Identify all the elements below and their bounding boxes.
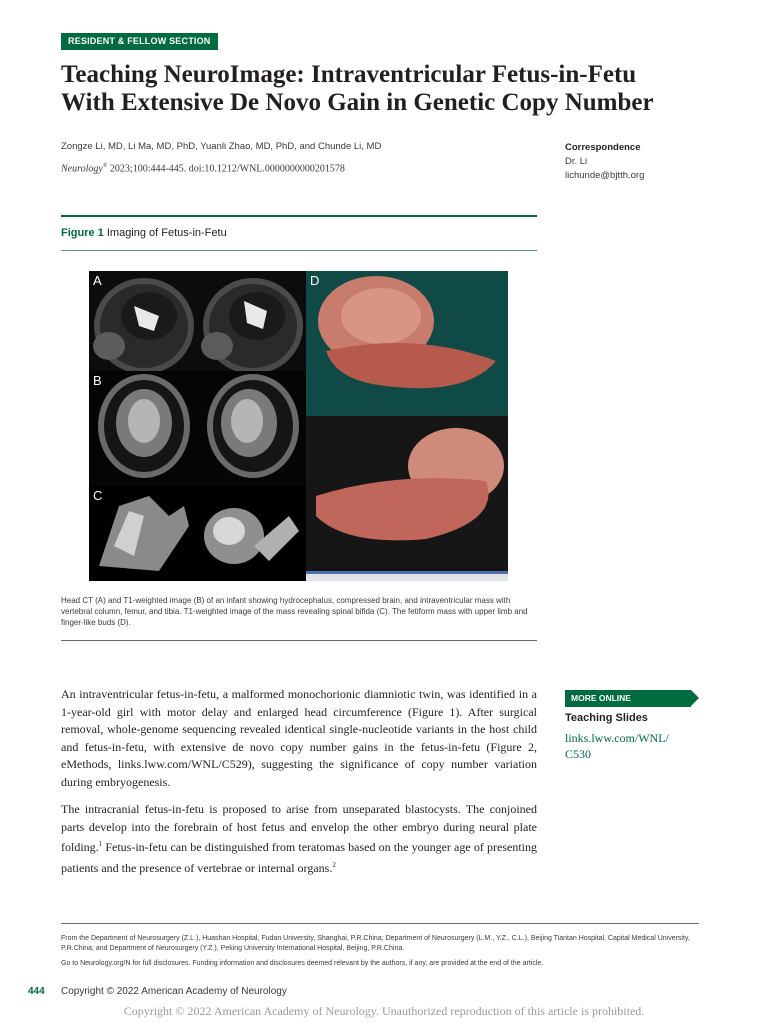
reference-2[interactable]: 2 <box>332 860 336 869</box>
section-badge: RESIDENT & FELLOW SECTION <box>61 33 218 50</box>
figure-title-rule <box>61 250 537 251</box>
footer-rule <box>61 923 699 924</box>
paragraph-2-text-b: Fetus-in-fetu can be distinguished from teratomas based on the younger age of presenting patients and the presence of vertebrae or internal organs. <box>61 840 537 875</box>
panel-label: B <box>93 373 102 388</box>
body-paragraph-1: An intraventricular fetus-in-fetu, a malformed monochorionic diamniotic twin, was identified in a 1-year-old girl with motor delay and enlarged head circumference (Figure 1). After surgical removal, whole-genome sequencing revealed identical single-nucleotide variants in the host child and fetus-in-fetu, with extensive de novo copy number gains in the fetus-in-fetu (Figure 2, eMethods, links.lww.com/WNL/C529), suggesting the significance of copy number variation during embryogenesis. <box>61 687 537 789</box>
panel-a-ct-scans <box>89 271 306 371</box>
more-online-badge <box>565 690 699 707</box>
teaching-slides-link[interactable]: links.lww.com/WNL/ C530 <box>565 731 669 761</box>
disclosures-note: Go to Neurology.org/N for full disclosures. Funding information and disclosures deemed relevant by the authors, if any, are provided at the end of the article. <box>61 960 544 967</box>
specimen-photo <box>306 271 508 581</box>
figure-label: Figure 1 <box>61 227 104 239</box>
ct-scan-image <box>89 271 306 371</box>
copyright-line: Copyright © 2022 American Academy of Neurology <box>61 986 287 997</box>
figure-bottom-rule <box>61 640 537 641</box>
panel-label: D <box>310 273 320 288</box>
correspondence-email[interactable]: lichunde@bjtth.org <box>565 170 645 181</box>
teaching-slides-heading: Teaching Slides <box>565 712 648 724</box>
figure-caption: Head CT (A) and T1-weighted image (B) of an infant showing hydrocephalus, compressed brain, and intraventricular mass with vertebral column, femur, and tibia. T1-weighted image of the mass revealing spinal bifida (C). The fetiform mass with upper limb and finger-like buds (D). <box>61 596 528 627</box>
copyright-watermark: Copyright © 2022 American Academy of Neurology. Unauthorized reproduction of this article is prohibited. <box>123 1004 645 1018</box>
body-paragraph-2 <box>61 801 537 877</box>
correspondence-block <box>565 141 644 183</box>
correspondence-heading: Correspondence <box>565 142 641 153</box>
mass-imaging <box>89 486 306 581</box>
panel-label: A <box>93 273 102 288</box>
correspondence-name: Dr. Li <box>565 156 588 167</box>
reference-1[interactable]: 1 <box>98 840 103 848</box>
registered-mark: ® <box>102 163 108 169</box>
panel-label: C <box>93 488 103 503</box>
figure-title <box>61 227 227 239</box>
journal-name: Neurology <box>61 163 103 175</box>
citation-line <box>61 163 345 174</box>
affiliations: From the Department of Neurosurgery (Z.L.), Huashan Hospital, Fudan University, Shanghai, P.R.China; Department of Neurosurgery (L.M., Y.Z., C.L.), Beijing Tiantan Hospital, Capital Medical University, P.R.China; and Department of Neurosurgery (Y.Z.), Peking University International Hospital, Beijing, P.R.China. <box>61 935 690 952</box>
figure-image <box>89 271 508 581</box>
citation-details: 2023;100:444-445. doi:10.1212/WNL.0000000000201578 <box>107 163 345 175</box>
panel-c-mass-imaging <box>89 486 306 581</box>
article-title <box>61 61 721 117</box>
paragraph-2-text-a: The intracranial fetus-in-fetu is proposed to arise from unseparated blastocysts. The conjoined parts develop into the forebrain of host fetus and envelop the other embryo during neural plate folding. <box>61 802 537 854</box>
more-online-label: MORE ONLINE <box>565 690 691 707</box>
badge-arrow-icon <box>691 690 699 706</box>
title-line-1: Teaching NeuroImage: Intraventricular Fetus-in-Fetu <box>61 61 637 88</box>
page-number: 444 <box>28 986 45 997</box>
panel-d-specimen-photos <box>306 271 508 581</box>
title-line-2: With Extensive De Novo Gain in Genetic Copy Number <box>61 89 654 116</box>
figure-top-rule <box>61 215 537 217</box>
mri-scan-image <box>89 371 306 486</box>
panel-b-mri-scans <box>89 371 306 486</box>
author-list: Zongze Li, MD, Li Ma, MD, PhD, Yuanli Zhao, MD, PhD, and Chunde Li, MD <box>61 141 382 152</box>
figure-title-text: Imaging of Fetus-in-Fetu <box>103 227 227 239</box>
